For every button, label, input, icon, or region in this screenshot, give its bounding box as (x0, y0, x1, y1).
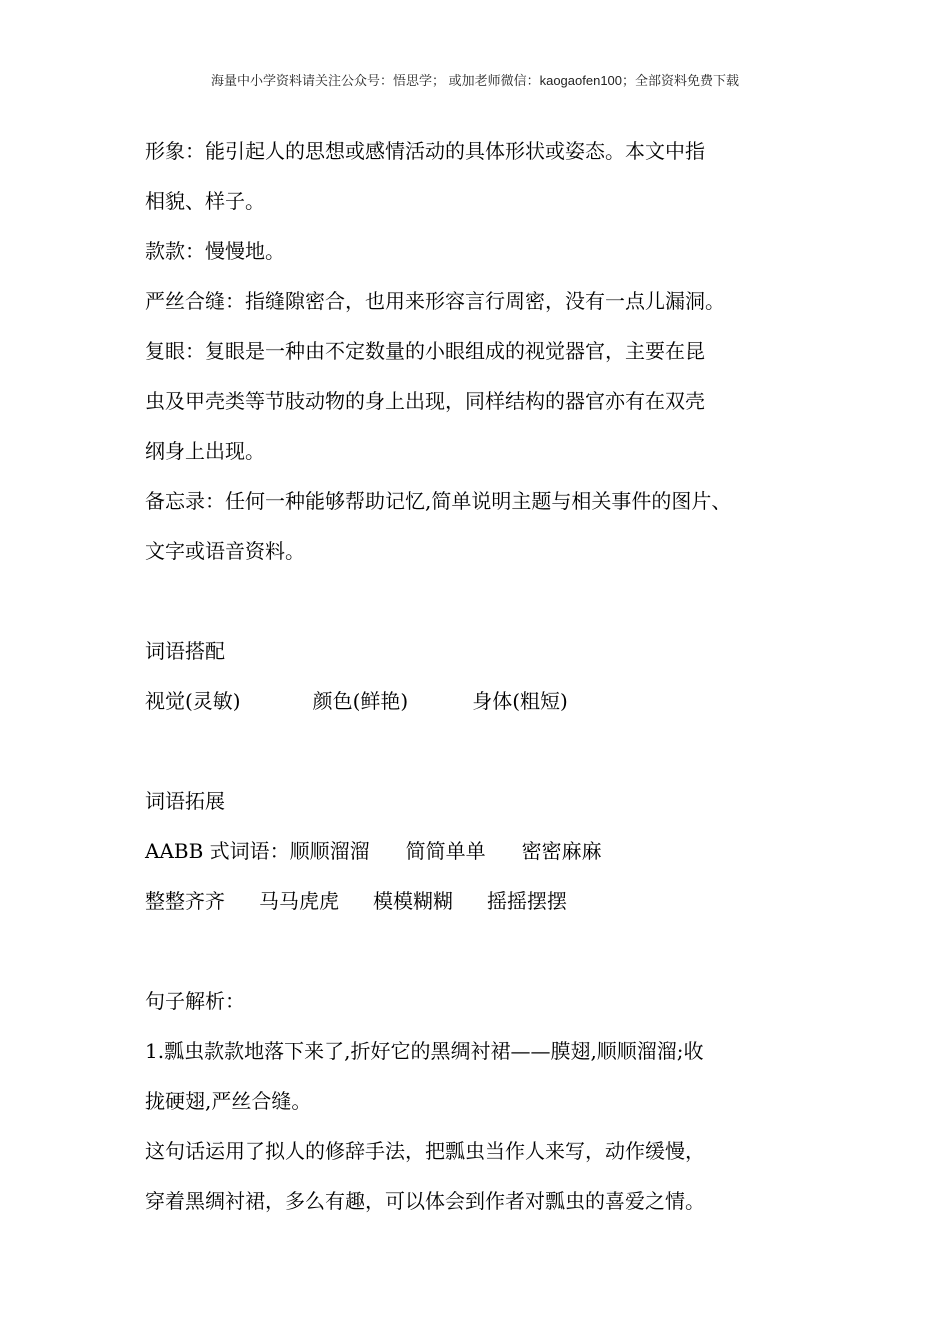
extension-word: AABB 式词语：顺顺溜溜 (145, 839, 370, 863)
definition-xingxiang-line1: 形象：能引起人的思想或感情活动的具体形状或姿态。本文中指 (145, 139, 705, 163)
analysis-sentence-line2: 拢硬翅,严丝合缝。 (145, 1089, 312, 1113)
definition-xingxiang-line2: 相貌、样子。 (145, 189, 265, 213)
extension-word: 摇摇摆摆 (487, 889, 567, 913)
definition-beiwanglu-line1: 备忘录：任何一种能够帮助记忆,简单说明主题与相关事件的图片、 (145, 489, 732, 513)
definition-fuyan-line2: 虫及甲壳类等节肢动物的身上出现，同样结构的器官亦有在双壳 (145, 389, 705, 413)
extension-row-2 (145, 876, 825, 926)
collocation-item: 颜色(鲜艳) (312, 689, 409, 713)
analysis-heading: 句子解析： (145, 989, 245, 1013)
extension-word: 模模糊糊 (373, 889, 453, 913)
definition-beiwanglu-line2: 文字或语音资料。 (145, 539, 305, 563)
collocation-row (145, 676, 825, 726)
extension-word: 马马虎虎 (259, 889, 339, 913)
extension-word: 简简单单 (405, 839, 486, 863)
extension-row-1 (145, 826, 825, 876)
collocation-heading: 词语搭配 (145, 639, 225, 663)
analysis-sentence-line1: 1.瓢虫款款地落下来了,折好它的黑绸衬裙——膜翅,顺顺溜溜;收 (145, 1039, 704, 1063)
analysis-explanation-line2: 穿着黑绸衬裙，多么有趣，可以体会到作者对瓢虫的喜爱之情。 (145, 1189, 705, 1213)
extension-heading: 词语拓展 (145, 789, 225, 813)
page-header: 海量中小学资料请关注公众号：悟思学； 或加老师微信：kaogaofen100；全部资料免费下载 (210, 73, 740, 88)
extension-word: 整整齐齐 (145, 889, 225, 913)
collocation-item: 身体(粗短) (472, 689, 568, 713)
definition-fuyan-line1: 复眼：复眼是一种由不定数量的小眼组成的视觉器官，主要在昆 (145, 339, 705, 363)
definition-yansihefeng: 严丝合缝：指缝隙密合，也用来形容言行周密，没有一点儿漏洞。 (145, 289, 725, 313)
collocation-item: 视觉(灵敏) (145, 689, 241, 713)
analysis-explanation-line1: 这句话运用了拟人的修辞手法，把瓢虫当作人来写，动作缓慢， (145, 1139, 705, 1163)
document-body (145, 126, 825, 1226)
definition-fuyan-line3: 纲身上出现。 (145, 439, 265, 463)
extension-word: 密密麻麻 (521, 839, 602, 863)
definition-kuankuan: 款款：慢慢地。 (145, 239, 285, 263)
